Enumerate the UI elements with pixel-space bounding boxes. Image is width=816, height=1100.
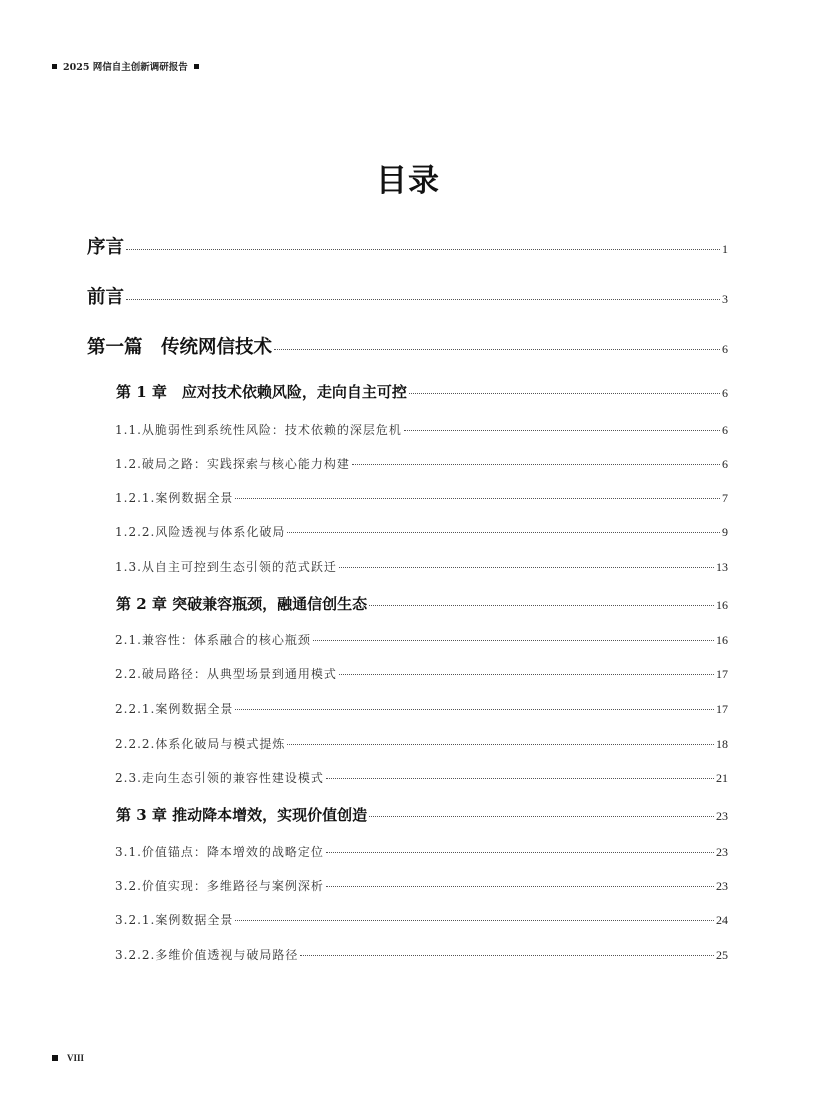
toc-leader-dots [235,498,720,499]
toc-entry-label: 1.2.破局之路：实践探索与核心能力构建 [115,457,350,471]
square-bullet-icon [194,64,199,69]
toc-entry[interactable] [116,804,728,825]
toc-entry[interactable] [115,455,728,472]
toc-entry[interactable] [87,233,728,259]
toc-leader-dots [339,567,714,568]
toc-entry-label: 第 1 章 应对技术依赖风险，走向自主可控 [116,383,407,401]
toc-entry-page: 23 [716,845,728,859]
toc-leader-dots [339,674,714,675]
toc-entry-label: 1.2.2.风险透视与体系化破局 [115,525,286,539]
toc-entry-label: 2.2.破局路径：从典型场景到通用模式 [115,667,337,681]
toc-entry-label: 第 3 章 推动降本增效，实现价值创造 [116,806,368,824]
toc-entry[interactable] [115,523,728,540]
toc-entry-page: 18 [716,737,728,751]
toc-leader-dots [300,955,714,956]
page-title: 目录 [376,163,440,199]
toc-entry-page: 21 [716,771,728,785]
toc-entry[interactable] [115,489,728,506]
toc-entry[interactable] [116,381,728,402]
toc-entry-label: 前言 [87,287,125,308]
page-number: VIII [67,1053,85,1063]
toc-entry-page: 24 [716,913,728,927]
toc-entry[interactable] [115,843,728,860]
toc-entry[interactable] [87,283,728,309]
toc-entry-label: 2.2.2.体系化破局与模式提炼 [115,737,286,751]
toc-entry-page: 6 [722,457,728,471]
toc-entry-page: 17 [716,667,728,681]
toc-entry-label: 第 2 章 突破兼容瓶颈，融通信创生态 [116,595,368,613]
toc-entry-label: 3.2.2.多维价值透视与破局路径 [115,948,299,962]
toc-leader-dots [287,744,714,745]
toc-entry-label: 第一篇 传统网信技术 [87,337,273,358]
toc-entry-page: 1 [722,242,728,256]
toc-leader-dots [274,349,720,350]
toc-entry[interactable] [115,769,728,786]
toc-entry-label: 3.1.价值锚点：降本增效的战略定位 [115,845,324,859]
toc-entry-label: 2.1.兼容性：体系融合的核心瓶颈 [115,633,311,647]
toc-leader-dots [352,464,720,465]
toc-entry[interactable] [115,558,728,575]
square-bullet-icon [52,1055,58,1061]
toc-leader-dots [287,532,720,533]
page-footer [52,1053,84,1063]
toc-entry-page: 23 [716,879,728,893]
toc-leader-dots [326,852,714,853]
toc-entry-page: 13 [716,560,728,574]
toc-leader-dots [409,393,720,394]
header-text: 2025 网信自主创新调研报告 [63,62,188,73]
toc-leader-dots [369,605,714,606]
toc-entry-label: 1.2.1.案例数据全景 [115,491,234,505]
toc-leader-dots [326,778,714,779]
toc-entry-page: 16 [716,633,728,647]
running-header [52,59,199,73]
toc-entry[interactable] [115,911,728,928]
toc-entry-page: 7 [722,491,728,505]
square-bullet-icon [52,64,57,69]
toc-entry-page: 25 [716,948,728,962]
toc-entry-page: 16 [716,598,728,612]
toc-entry-label: 3.2.1.案例数据全景 [115,913,234,927]
toc-entry[interactable] [116,593,728,614]
toc-entry[interactable] [115,877,728,894]
toc-leader-dots [126,299,720,300]
toc-entry-label: 2.2.1.案例数据全景 [115,702,234,716]
toc-entry[interactable] [115,946,728,963]
toc-entry[interactable] [115,700,728,717]
toc-entry[interactable] [115,735,728,752]
toc-entry-label: 2.3.走向生态引领的兼容性建设模式 [115,771,324,785]
toc-entry[interactable] [115,631,728,648]
toc-entry-page: 3 [722,292,728,306]
toc-entry-label: 1.3.从自主可控到生态引领的范式跃迁 [115,560,337,574]
toc-leader-dots [126,249,720,250]
toc-entry[interactable] [115,665,728,682]
toc-entry-page: 6 [722,423,728,437]
toc-entry-page: 6 [722,342,728,356]
toc-leader-dots [404,430,720,431]
toc-leader-dots [235,709,714,710]
toc-entry-label: 序言 [87,237,125,258]
toc-entry-label: 1.1.从脆弱性到系统性风险：技术依赖的深层危机 [115,423,402,437]
toc-leader-dots [313,640,714,641]
toc-leader-dots [326,886,714,887]
toc-leader-dots [369,816,714,817]
toc-leader-dots [235,920,714,921]
toc-entry-page: 9 [722,525,728,539]
toc-entry[interactable] [87,333,728,359]
toc-entry-page: 23 [716,809,728,823]
toc-entry[interactable] [115,421,728,438]
toc-entry-page: 6 [722,386,728,400]
toc-entry-label: 3.2.价值实现：多维路径与案例深析 [115,879,324,893]
toc-entry-page: 17 [716,702,728,716]
